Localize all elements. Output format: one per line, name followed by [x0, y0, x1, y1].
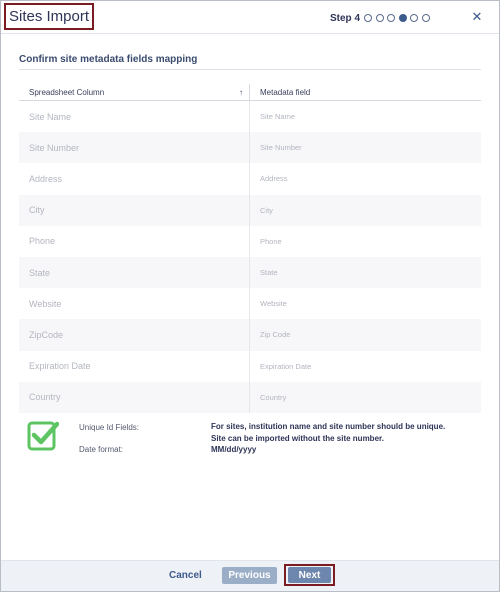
metadata-field-cell[interactable]: Site Name	[260, 112, 296, 122]
spreadsheet-column-cell: Website	[19, 288, 250, 319]
title-highlight	[4, 3, 94, 30]
date-format-value: MM/dd/yyyy	[211, 445, 257, 454]
section-divider	[19, 69, 481, 70]
date-format-label: Date format:	[79, 445, 124, 454]
mapping-table	[19, 84, 481, 413]
spreadsheet-column-cell: City	[19, 195, 250, 226]
unique-id-label: Unique Id Fields:	[79, 423, 140, 432]
step-dot-3	[387, 14, 395, 22]
next-button[interactable]: Next	[288, 567, 331, 583]
previous-button[interactable]: Previous	[222, 567, 277, 584]
section-title: Confirm site metadata fields mapping	[19, 54, 198, 65]
column-header-metadata-label: Metadata field	[260, 88, 311, 97]
metadata-field-cell[interactable]: Zip Code	[260, 330, 291, 340]
column-header-spreadsheet[interactable]	[19, 84, 250, 100]
step-label: Step 4	[330, 12, 361, 24]
spreadsheet-column-cell: State	[19, 257, 250, 288]
table-row	[19, 226, 481, 257]
step-indicator	[330, 11, 433, 25]
spreadsheet-column-cell: Address	[19, 163, 250, 194]
sort-arrow-icon[interactable]: ↑	[239, 88, 243, 97]
metadata-field-cell[interactable]: Website	[260, 299, 287, 309]
table-row	[19, 163, 481, 194]
step-dot-4-active	[399, 14, 407, 22]
close-icon[interactable]: ✕	[471, 9, 483, 24]
column-header-spreadsheet-label: Spreadsheet Column	[29, 88, 105, 97]
unique-id-value-line1: For sites, institution name and site number should be unique.	[211, 422, 446, 431]
metadata-field-cell[interactable]: City	[260, 205, 273, 215]
metadata-field-cell[interactable]: Country	[260, 392, 287, 402]
spreadsheet-column-cell: Expiration Date	[19, 351, 250, 382]
step-dot-5	[410, 14, 418, 22]
table-header	[19, 84, 481, 101]
table-row	[19, 288, 481, 319]
spreadsheet-column-cell: Phone	[19, 226, 250, 257]
dialog-title: Sites Import	[8, 8, 90, 25]
table-row	[19, 319, 481, 350]
checkmark-icon	[27, 420, 59, 452]
cancel-button[interactable]: Cancel	[169, 570, 202, 581]
spreadsheet-column-cell: Country	[19, 382, 250, 413]
table-row	[19, 195, 481, 226]
table-row	[19, 132, 481, 163]
table-row	[19, 257, 481, 288]
metadata-field-cell[interactable]: Phone	[260, 236, 282, 246]
unique-id-value-line2: Site can be imported without the site number.	[211, 434, 384, 443]
spreadsheet-column-cell: Site Name	[19, 101, 250, 132]
column-header-metadata	[250, 84, 310, 100]
table-row	[19, 351, 481, 382]
step-dot-2	[376, 14, 384, 22]
metadata-field-cell[interactable]: Address	[260, 174, 288, 184]
table-row	[19, 382, 481, 413]
metadata-field-cell[interactable]: State	[260, 268, 278, 278]
metadata-field-cell[interactable]: Site Number	[260, 143, 302, 153]
dialog-header	[1, 1, 499, 34]
next-button-highlight	[284, 564, 335, 586]
spreadsheet-column-cell: ZipCode	[19, 319, 250, 350]
dialog-footer	[1, 560, 499, 591]
metadata-field-cell[interactable]: Expiration Date	[260, 361, 312, 371]
step-dot-1	[364, 14, 372, 22]
table-row	[19, 101, 481, 132]
step-dot-6	[422, 14, 430, 22]
spreadsheet-column-cell: Site Number	[19, 132, 250, 163]
table-body	[19, 101, 481, 413]
